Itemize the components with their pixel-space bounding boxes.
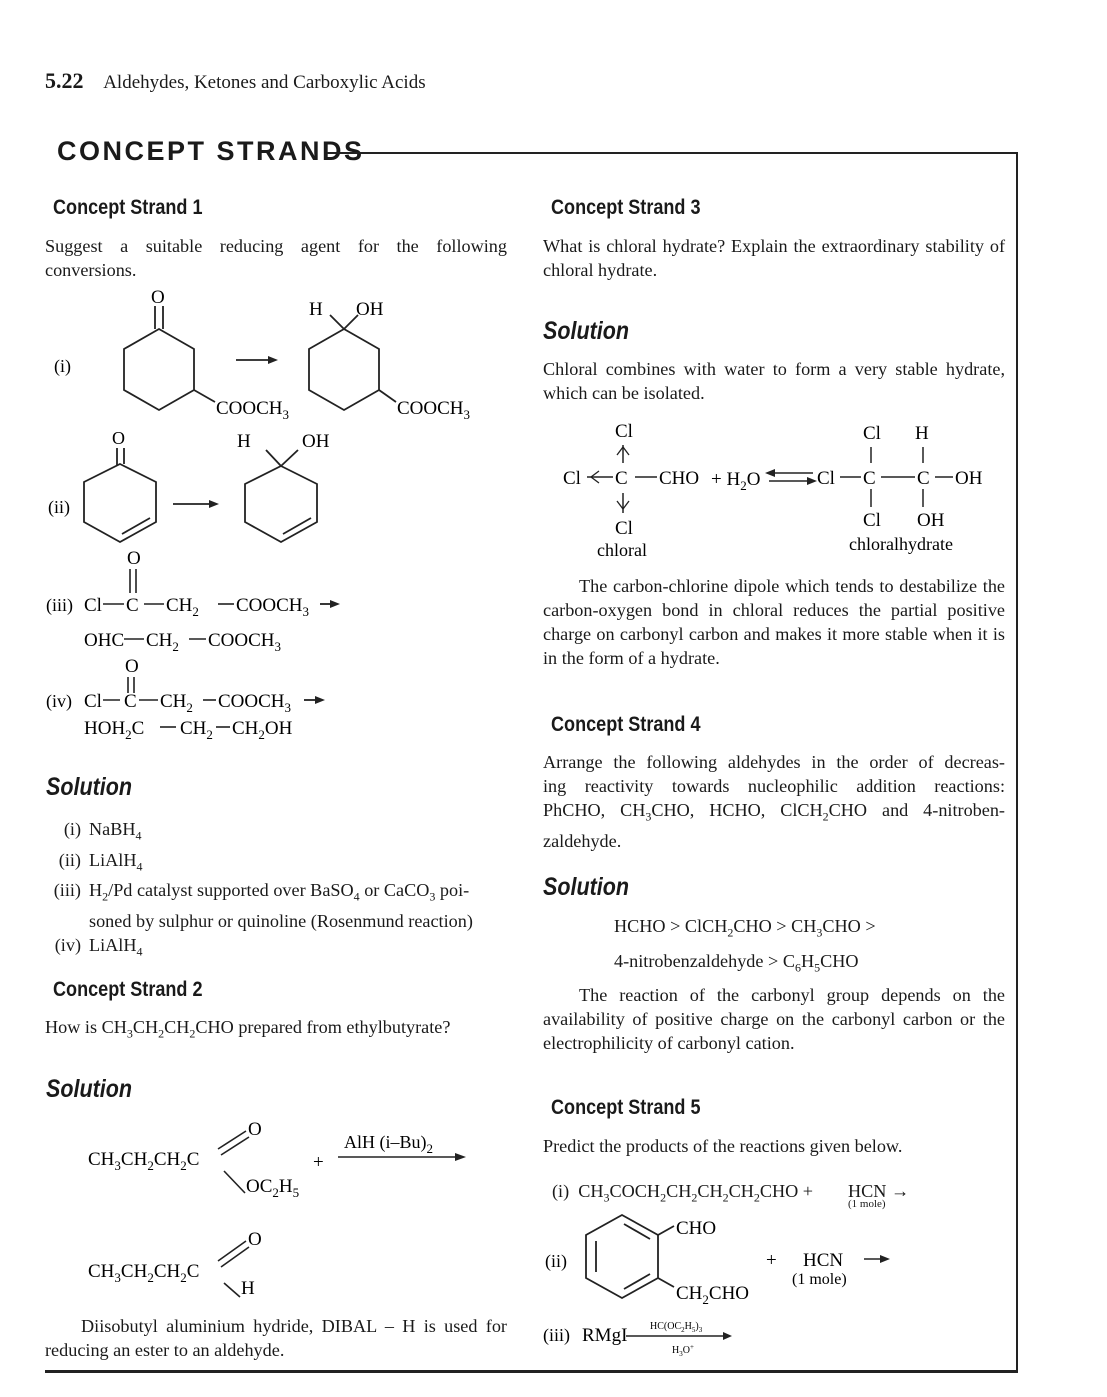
svg-text:C: C (615, 468, 628, 489)
svg-text:H: H (915, 423, 929, 444)
svg-text:CHO: CHO (676, 1218, 717, 1239)
strand-3-solution-heading: Solution (543, 317, 629, 345)
svg-text:Cl: Cl (563, 468, 581, 489)
strand-3-heading: Concept Strand 3 (551, 196, 701, 219)
frame-right-rule (1016, 152, 1018, 1370)
iii-product: OHC (84, 630, 125, 651)
answer-iv: (iv) LiAlH$_4$ (54, 934, 143, 959)
strand-4-explanation: The reaction of the carbonyl group depends on the availability of positive charge on the carbonyl carbon or the electrophilicity of carbonyl cation. (543, 985, 1005, 1053)
svg-text:CH2: $CH_2$ (160, 691, 193, 715)
svg-text:H3O+: $H_3O^+$ (672, 1343, 694, 1358)
svg-text:Cl: Cl (615, 421, 633, 442)
section-title: CONCEPT STRANDS (57, 136, 365, 166)
iii-label: (iii) (46, 595, 73, 615)
svg-text:CH2: $CH_2$ (180, 718, 213, 742)
iii-ester: $COOCH_3$ (236, 595, 310, 619)
aldehyde-product: $CH_3CH_2CH_2C$ (88, 1261, 200, 1285)
ii-carbonyl-o: O (112, 428, 125, 448)
svg-text:H: H (241, 1278, 255, 1299)
strand-1-structures-i-ii (40, 284, 510, 549)
i-left-ester: $COOCH_3$ (216, 398, 290, 422)
svg-text:RMgI: RMgI (582, 1325, 628, 1346)
strand-2-scheme (80, 1115, 480, 1300)
hydrate-label: chloralhydrate (849, 534, 953, 554)
strand-1-answers (46, 817, 516, 964)
svg-text:Cl: Cl (863, 510, 881, 531)
svg-text:CH2CHO: $CH_2CHO$ (676, 1283, 750, 1307)
strand-3-explanation: The carbon-chlorine dipole which tends to destabilize the carbon-oxygen bond in chloral reduces the partial positive charge on carbonyl carbon and makes it more stable when it is in the form of a hydrate. (543, 576, 1005, 668)
svg-text:CH2: $CH_2$ (146, 630, 179, 654)
svg-text:(1 mole): (1 mole) (792, 1271, 847, 1288)
ester-group: $OC_2H_5$ (246, 1176, 300, 1200)
ii-label: (ii) (48, 497, 70, 517)
strand-4-order: HCHO > ClCH$_2$CHO > $CH_3CHO$ > 4-nitrobenzaldehyde > $C_6H_5CHO$ (614, 916, 876, 975)
strand-2-question: How is $CH_3CH_2CH_2CHO$ prepared from ethylbutyrate? (45, 1017, 451, 1041)
strand-1-heading: Concept Strand 1 (53, 196, 203, 219)
i-label: (i) (54, 356, 71, 376)
answer-iii: (iii) $H_2/Pd$ catalyst supported over BaSO$_4$ or CaCO$_3$ poi- (53, 880, 470, 904)
strand-3-solution-text: Chloral combines with water to form a very stable hydrate, which can be isolated. (543, 359, 1005, 403)
ii-right-oh: OH (302, 431, 330, 452)
svg-text:OH: OH (917, 510, 945, 531)
ii-right-h: H (237, 431, 251, 452)
frame-top-rule (327, 152, 1018, 154)
running-header (45, 68, 426, 94)
strand-4-solution-heading: Solution (543, 873, 629, 901)
strand-1-question: Suggest a suitable reducing agent for the following conversions. (45, 236, 507, 280)
svg-text:O: O (248, 1229, 262, 1250)
frame-bottom-rule (45, 1370, 1018, 1373)
svg-text:C: C (126, 595, 139, 616)
svg-text:COOCH3: $COOCH_3$ (218, 691, 292, 715)
strand-2-note: Diisobutyl aluminium hydride, DIBAL – H is used for reducing an ester to an aldehyde. (45, 1316, 507, 1360)
svg-text:C: C (863, 468, 876, 489)
svg-text:C: C (917, 468, 930, 489)
svg-text:Cl: Cl (84, 691, 102, 712)
answer-i: (i) NaBH$_4$ (63, 819, 142, 843)
strand-1-structures-iii-iv (40, 545, 370, 745)
i-left-carbonyl-o: O (151, 287, 165, 308)
ester-reactant: $CH_3CH_2CH_2C$ (88, 1149, 200, 1173)
iv-o: O (125, 656, 139, 677)
strand-2-solution-heading: Solution (46, 1075, 132, 1103)
i-right-oh: OH (356, 299, 384, 320)
iii-ch2: $CH_2$ (166, 595, 199, 619)
water: + $H_2O$ (711, 469, 761, 493)
svg-text:Cl: Cl (863, 423, 881, 444)
svg-text:CH2OH: $CH_2OH$ (232, 718, 293, 742)
benzene-ring (586, 1215, 674, 1298)
svg-text:Cl: Cl (615, 518, 633, 539)
i-right-ester: $COOCH_3$ (397, 398, 471, 422)
scheme-plus: + (313, 1152, 324, 1173)
structure-ii-right-ring (245, 450, 317, 542)
strand-5-heading: Concept Strand 5 (551, 1096, 701, 1119)
ii-label-5: (ii) (545, 1251, 567, 1271)
i-right-h: H (309, 299, 323, 320)
svg-text:HC(OC2H5)3: $HC(OC_2H_5)_3$ (650, 1321, 703, 1334)
strand-2-heading: Concept Strand 2 (53, 978, 203, 1001)
running-title: Aldehydes, Ketones and Carboxylic Acids (103, 72, 426, 93)
strand-3-question: What is chloral hydrate? Explain the extraordinary stability of chloral hydrate. (543, 236, 1005, 280)
hcn-1-mole: (1 mole) (848, 1198, 886, 1210)
hcn-1: HCN → (848, 1181, 910, 1201)
svg-text:+: + (766, 1250, 777, 1271)
iii-label-5: (iii) (543, 1325, 570, 1345)
strand-4-question: Arrange the following aldehydes in the order of decreas- ing reactivity towards nucleophilic addition reactions: PhCHO, $CH_3CHO$, HCHO, ClCH$_2$CHO and 4-nitroben- zaldehyde. (543, 752, 1005, 851)
answer-iii-cont: soned by sulphur or quinoline (Rosenmund reaction) (89, 910, 473, 931)
iv-product: $HOH_2C$ (84, 718, 145, 742)
page-number: 5.22 (45, 68, 84, 93)
dibal-reagent: AlH $(i-Bu)_2$ (344, 1132, 433, 1156)
strand-4-heading: Concept Strand 4 (551, 713, 701, 736)
structure-ii-left-ring (84, 448, 156, 542)
svg-text:CHO: CHO (659, 468, 700, 489)
iii-o: O (127, 548, 141, 569)
svg-text:O: O (248, 1119, 262, 1140)
i-arrowhead (268, 356, 278, 364)
strand-1-solution-heading: Solution (46, 773, 132, 801)
chloral-label: chloral (597, 540, 647, 560)
structure-i-left-ring (124, 306, 215, 410)
iii-reactant: Cl (84, 595, 102, 616)
strand-5-item-i: (i) $CH_3COCH_2CH_2CH_2CH_2CHO$ + (552, 1181, 814, 1205)
svg-text:C: C (124, 691, 137, 712)
answer-ii: (ii) LiAlH$_4$ (58, 849, 143, 874)
ii-arrowhead (209, 500, 219, 508)
svg-text:HCN: HCN (803, 1250, 844, 1271)
iv-label: (iv) (46, 691, 72, 711)
chloral-hydrate-scheme (555, 415, 1005, 565)
structure-i-right-ring (309, 315, 396, 410)
svg-text:OH: OH (955, 468, 983, 489)
strand-5-question: Predict the products of the reactions given below. (543, 1136, 903, 1156)
strand-5-structures (540, 1210, 920, 1365)
svg-text:COOCH3: $COOCH_3$ (208, 630, 282, 654)
svg-text:Cl: Cl (817, 468, 835, 489)
